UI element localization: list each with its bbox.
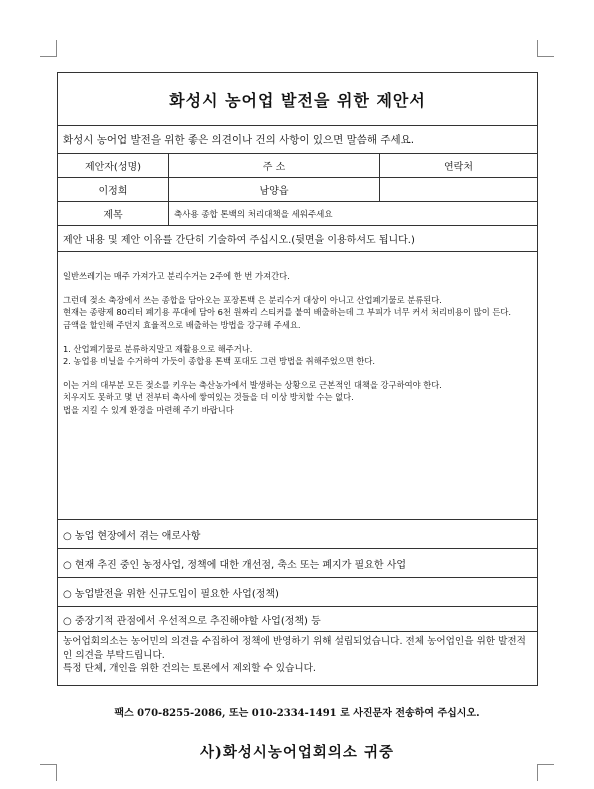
body-paragraph: 치우지도 못하고 몇 년 전부터 축사에 쌓여있는 것들을 더 이상 방치할 수는 없다. bbox=[63, 392, 354, 403]
crop-mark-bottom-right bbox=[537, 764, 554, 781]
guide-bullet-priorities: ○ 중장기적 관점에서 우선적으로 추진해야할 사업(정책) 등 bbox=[58, 607, 537, 632]
subject-label: 제목 bbox=[58, 202, 169, 225]
header-row bbox=[58, 154, 537, 178]
address-header: 주 소 bbox=[169, 154, 380, 177]
body-paragraph: 금액을 할인해 주던지 효율적으로 배출하는 방법을 강구해 주세요. bbox=[63, 319, 301, 330]
form-intro: 화성시 농어업 발전을 위한 좋은 의견이나 건의 사항이 있으면 말씀해 주세요. bbox=[58, 126, 537, 154]
closing-line: 농어업회의소는 농어민의 의견을 수집하여 정책에 반영하기 위해 설립되었습니다. 전체 농어업인을 위한 발전적인 의견을 부탁드립니다. bbox=[63, 636, 526, 661]
body-paragraph: 1. 산업폐기물로 분류하지말고 재활용으로 해주거나. bbox=[63, 343, 253, 354]
body-paragraph: 이는 거의 대부분 모든 젖소를 키우는 축산농가에서 발생하는 상황으로 근본적인 대책을 강구하여야 한다. bbox=[63, 380, 442, 391]
proposer-address[interactable]: 남양읍 bbox=[169, 178, 380, 201]
proposer-contact[interactable] bbox=[380, 178, 537, 201]
guide-bullet-new-projects: ○ 농업발전을 위한 신규도입이 필요한 사업(정책) bbox=[58, 578, 537, 607]
entry-row bbox=[58, 178, 537, 202]
guide-bullet-difficulties: ○ 농업 현장에서 겪는 애로사항 bbox=[58, 520, 537, 549]
proposer-name[interactable]: 이정희 bbox=[58, 178, 169, 201]
guide-bullet-improvements: ○ 현재 추진 중인 농정사업, 정책에 대한 개선점, 축소 또는 폐지가 필요한 사업 bbox=[58, 549, 537, 578]
proposal-form bbox=[57, 72, 538, 686]
body-paragraph: 일반쓰레기는 매주 가져가고 분리수거는 2주에 한 번 가져간다. bbox=[63, 271, 290, 281]
body-paragraph: 그런데 젖소 축장에서 쓰는 종합을 담아오는 포장톤백 은 분리수거 대상이 아니고 산업폐기물로 분류된다. bbox=[63, 295, 442, 306]
crop-mark-bottom-left bbox=[40, 764, 57, 781]
recipient-signature: 사)화성시농어업회의소 귀중 bbox=[200, 744, 394, 761]
content-guide: 제안 내용 및 제안 이유를 간단히 기술하여 주십시오.(뒷면을 이용하셔도 됩니다.) bbox=[58, 226, 537, 252]
subject-value[interactable]: 축사용 종합 톤백의 처리대책을 세워주세요 bbox=[174, 209, 333, 220]
fax-instruction: 팩스 070-8255-2086, 또는 010-2334-1491 로 사진문자 전송하여 주십시오. bbox=[114, 708, 480, 719]
proposer-header: 제안자(성명) bbox=[58, 154, 169, 177]
body-paragraph: 현재는 종량제 80리터 폐기용 푸대에 담아 6천 원짜리 스티커를 붙여 배출하는데 그 부피가 너무 커서 처리비용이 많이 든다. bbox=[63, 307, 512, 318]
subject-row bbox=[58, 202, 537, 226]
body-paragraph: 법을 지킬 수 있게 환경을 마련해 주기 바랍니다 bbox=[63, 404, 234, 415]
crop-mark-top-left bbox=[40, 40, 57, 57]
proposal-body[interactable] bbox=[58, 252, 537, 520]
form-title: 화성시 농어업 발전을 위한 제안서 bbox=[58, 73, 537, 126]
closing-line: 특정 단체, 개인을 위한 건의는 토론에서 제외할 수 있습니다. bbox=[63, 663, 316, 674]
closing-note bbox=[58, 632, 537, 685]
contact-header: 연락처 bbox=[444, 162, 473, 173]
body-paragraph: 2. 농업용 비닐을 수거하여 가듯이 종합용 톤백 포대도 그런 방법을 취해주었으면 한다. bbox=[63, 356, 376, 367]
crop-mark-top-right bbox=[537, 40, 554, 57]
